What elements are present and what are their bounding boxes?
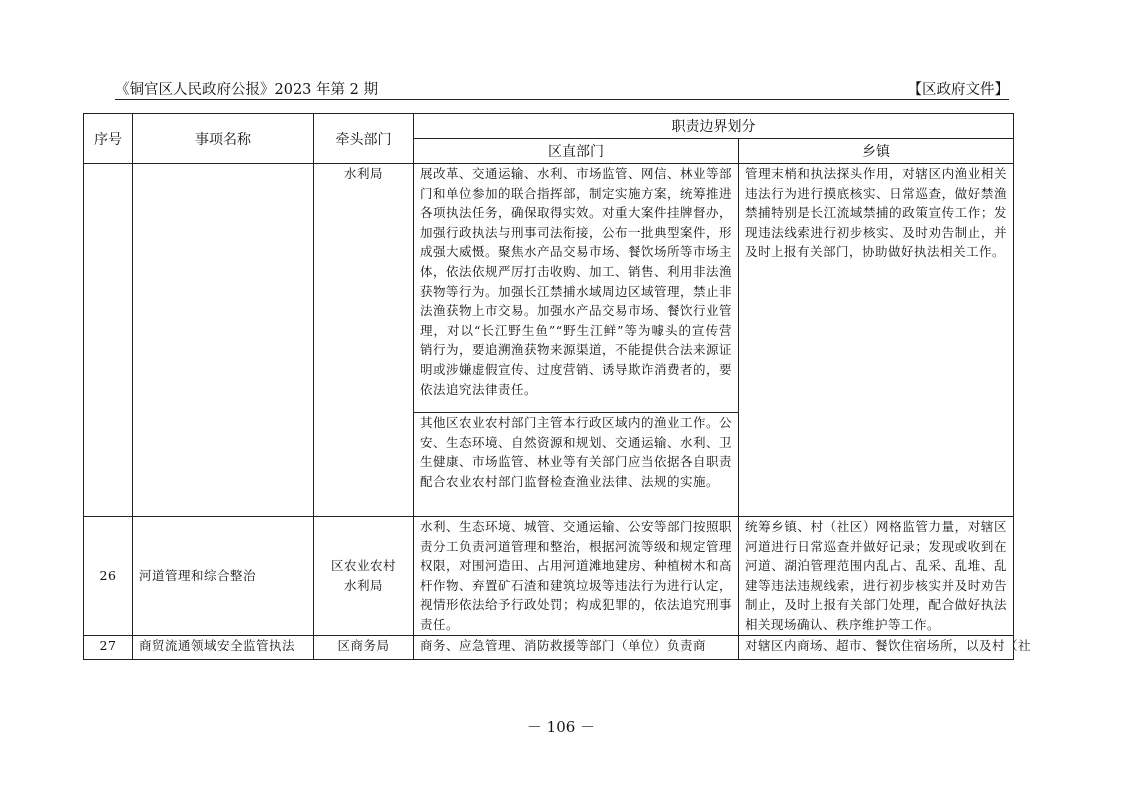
cell-lead: 水利局	[314, 164, 414, 517]
cell-seq: 26	[84, 517, 133, 636]
page-number: － 106 －	[526, 718, 596, 736]
cell-seq: 27	[84, 635, 133, 659]
col-header-group: 职责边界划分	[414, 114, 1014, 139]
cell-lead: 区商务局	[314, 635, 414, 659]
cell-lead	[314, 517, 414, 636]
col-header-district: 区直部门	[414, 139, 739, 164]
table-row	[84, 635, 1014, 659]
col-header-item: 事项名称	[133, 114, 314, 164]
table-header-row	[84, 114, 1014, 139]
cell-town: 管理末梢和执法探头作用，对辖区内渔业相关违法行为进行摸底核实、日常巡查，做好禁渔禁捕特别是长江流域禁捕的政策宣传工作；发现违法线索进行初步核实、及时劝告制止，并及时上报有关部门，协助做好执法相关工作。	[739, 164, 1014, 517]
cell-lead-line: 水利局	[343, 577, 383, 593]
cell-item	[133, 164, 314, 517]
header-rule	[115, 99, 1009, 100]
header-title: 《铜官区人民政府公报》2023 年第 2 期	[115, 82, 378, 98]
cell-item: 河道管理和综合整治	[133, 517, 314, 636]
responsibility-table	[83, 113, 1032, 660]
col-header-lead: 牵头部门	[314, 114, 414, 164]
cell-seq	[84, 164, 133, 517]
cell-district: 展改革、交通运输、水利、市场监管、网信、林业等部门和单位参加的联合指挥部，制定实施方案，统筹推进各项执法任务，确保取得实效。对重大案件挂牌督办，加强行政执法与刑事司法衔接，公布一批典型案件，形成强大威慑。聚焦水产品交易市场、餐饮场所等市场主体，依法依规严厉打击收购、加工、销售、利用非法渔获物等行为。加强长江禁捕水域周边区域管理，禁止非法渔获物上市交易。加强水产品交易市场、餐饮行业管理，对以“长江野生鱼”“野生江鲜”等为噱头的宣传营销行为，要追溯渔获物来源渠道，不能提供合法来源证明或涉嫌虚假宣传、过度营销、诱导欺诈消费者的，要依法追究法律责任。	[414, 164, 739, 413]
cell-town: 统筹乡镇、村（社区）网格监管力量，对辖区河道进行日常巡查并做好记录；发现或收到在河道、湖泊管理范围内乱占、乱采、乱堆、乱建等违法违规线索，进行初步核实并及时劝告制止，及时上报有关部门处理，配合做好执法相关现场确认、秩序维护等工作。	[739, 517, 1014, 636]
header-section-label: 【区政府文件】	[907, 82, 1009, 98]
cell-item: 商贸流通领域安全监管执法	[133, 635, 314, 659]
table-row	[84, 164, 1014, 413]
cell-town: 对辖区内商场、超市、餐饮住宿场所，以及村（社	[739, 635, 1014, 659]
table-row	[84, 517, 1014, 636]
cell-lead-line: 区农业农村	[330, 558, 396, 574]
cell-district: 其他区农业农村部门主管本行政区域内的渔业工作。公安、生态环境、自然资源和规划、交通运输、水利、卫生健康、市场监管、林业等有关部门应当依据各自职责配合农业农村部门监督检查渔业法律、法规的实施。	[414, 413, 739, 517]
cell-district: 商务、应急管理、消防救援等部门（单位）负责商	[414, 635, 739, 659]
cell-district: 水利、生态环境、城管、交通运输、公安等部门按照职责分工负责河道管理和整治，根据河流等级和规定管理权限，对围河造田、占用河道滩地建房、种植树木和高杆作物、弃置矿石渣和建筑垃圾等违法行为进行认定，视情形依法给予行政处罚；构成犯罪的，依法追究刑事责任。	[414, 517, 739, 636]
col-header-town: 乡镇	[739, 139, 1014, 164]
col-header-seq: 序号	[84, 114, 133, 164]
